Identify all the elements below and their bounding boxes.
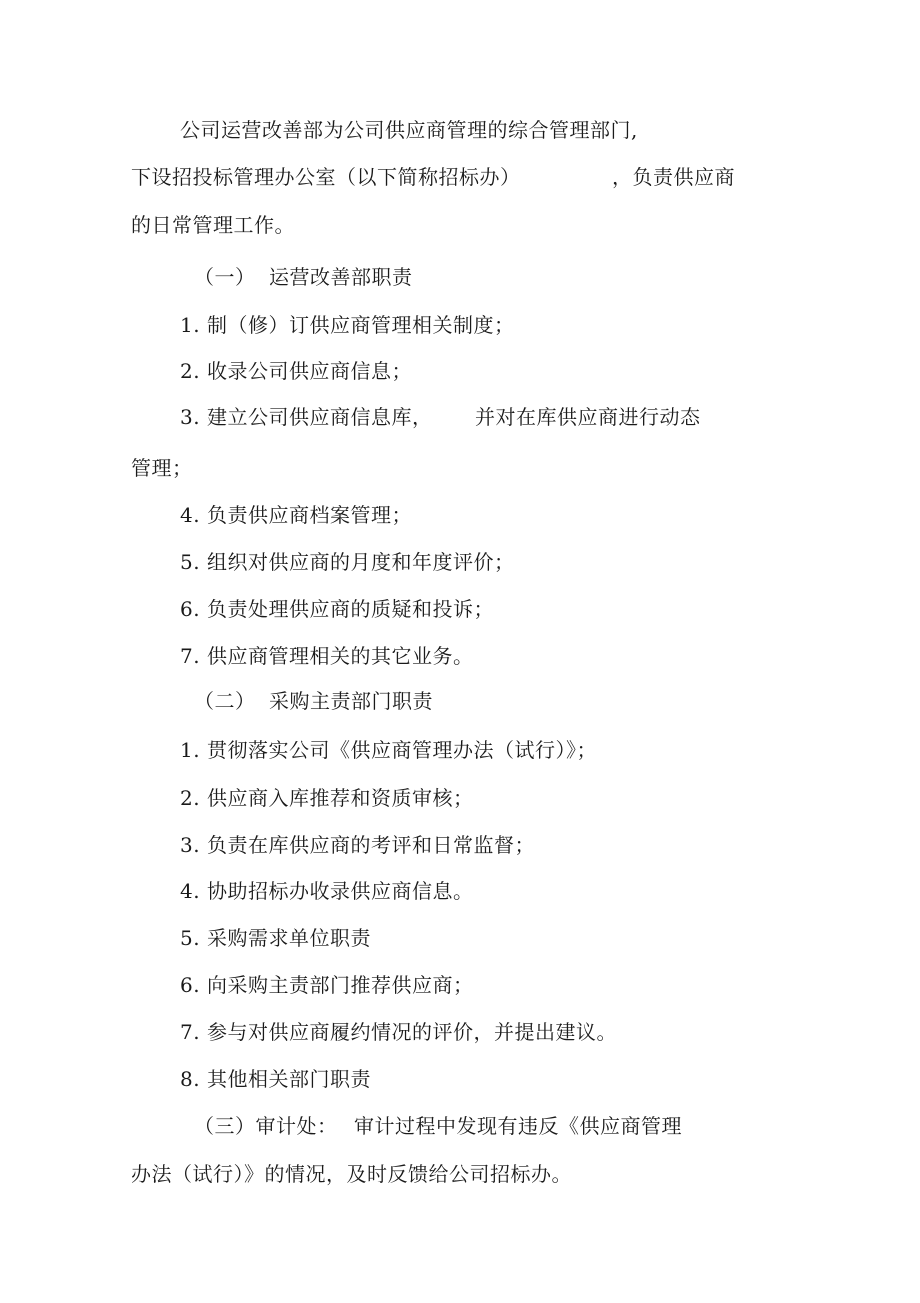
section1-item-text: 5. 组织对供应商的月度和年度评价； — [180, 550, 515, 574]
section1-item-text: 7. 供应商管理相关的其它业务。 — [180, 644, 474, 668]
section1-heading-text: 运营改善部职责 — [269, 265, 413, 289]
section2-item-text: 5. 采购需求单位职责 — [180, 926, 371, 950]
section1-item-3-wrap-text: 管理； — [131, 456, 193, 480]
section1-heading-num: （一） — [194, 265, 256, 289]
section2-item-text: 8. 其他相关部门职责 — [180, 1067, 371, 1091]
intro-text-1: 公司运营改善部为公司供应商管理的综合管理部门, — [180, 118, 638, 142]
section2-item-text: 7. 参与对供应商履约情况的评价，并提出建议。 — [180, 1020, 617, 1044]
section1-item-text: 6. 负责处理供应商的质疑和投诉； — [180, 597, 494, 621]
intro-text-2a: 下设招投标管理办公室（以下简称招标办） — [131, 165, 521, 189]
section3-text-b: 办法（试行）》的情况，及时反馈给公司招标办。 — [131, 1162, 572, 1186]
intro-text-2b: ，负责供应商 — [612, 165, 735, 189]
section2-item-text: 1. 贯彻落实公司《供应商管理办法（试行）》； — [180, 738, 597, 762]
section1-item-3-cont: 并对在库供应商进行动态 — [475, 405, 701, 429]
section2-item-text: 2. 供应商入库推荐和资质审核； — [180, 786, 474, 810]
section1-item-text: 4. 负责供应商档案管理； — [180, 503, 412, 527]
section2-item-text: 4. 协助招标办收录供应商信息。 — [180, 879, 474, 903]
section1-item-text: 1. 制（修）订供应商管理相关制度； — [180, 313, 515, 337]
intro-text-3: 的日常管理工作。 — [131, 213, 295, 237]
section1-item-text: 2. 收录公司供应商信息； — [180, 359, 412, 383]
section1-item-text: 3. 建立公司供应商信息库， — [180, 405, 433, 429]
section3-text-a: 审计过程中发现有违反《供应商管理 — [354, 1114, 682, 1138]
section2-heading-num: （二） — [194, 689, 256, 713]
section2-item-text: 6. 向采购主责部门推荐供应商； — [180, 973, 474, 997]
section2-heading-text: 采购主责部门职责 — [269, 689, 433, 713]
section2-item-text: 3. 负责在库供应商的考评和日常监督； — [180, 833, 535, 857]
section3-heading: （三）审计处： — [194, 1114, 338, 1138]
